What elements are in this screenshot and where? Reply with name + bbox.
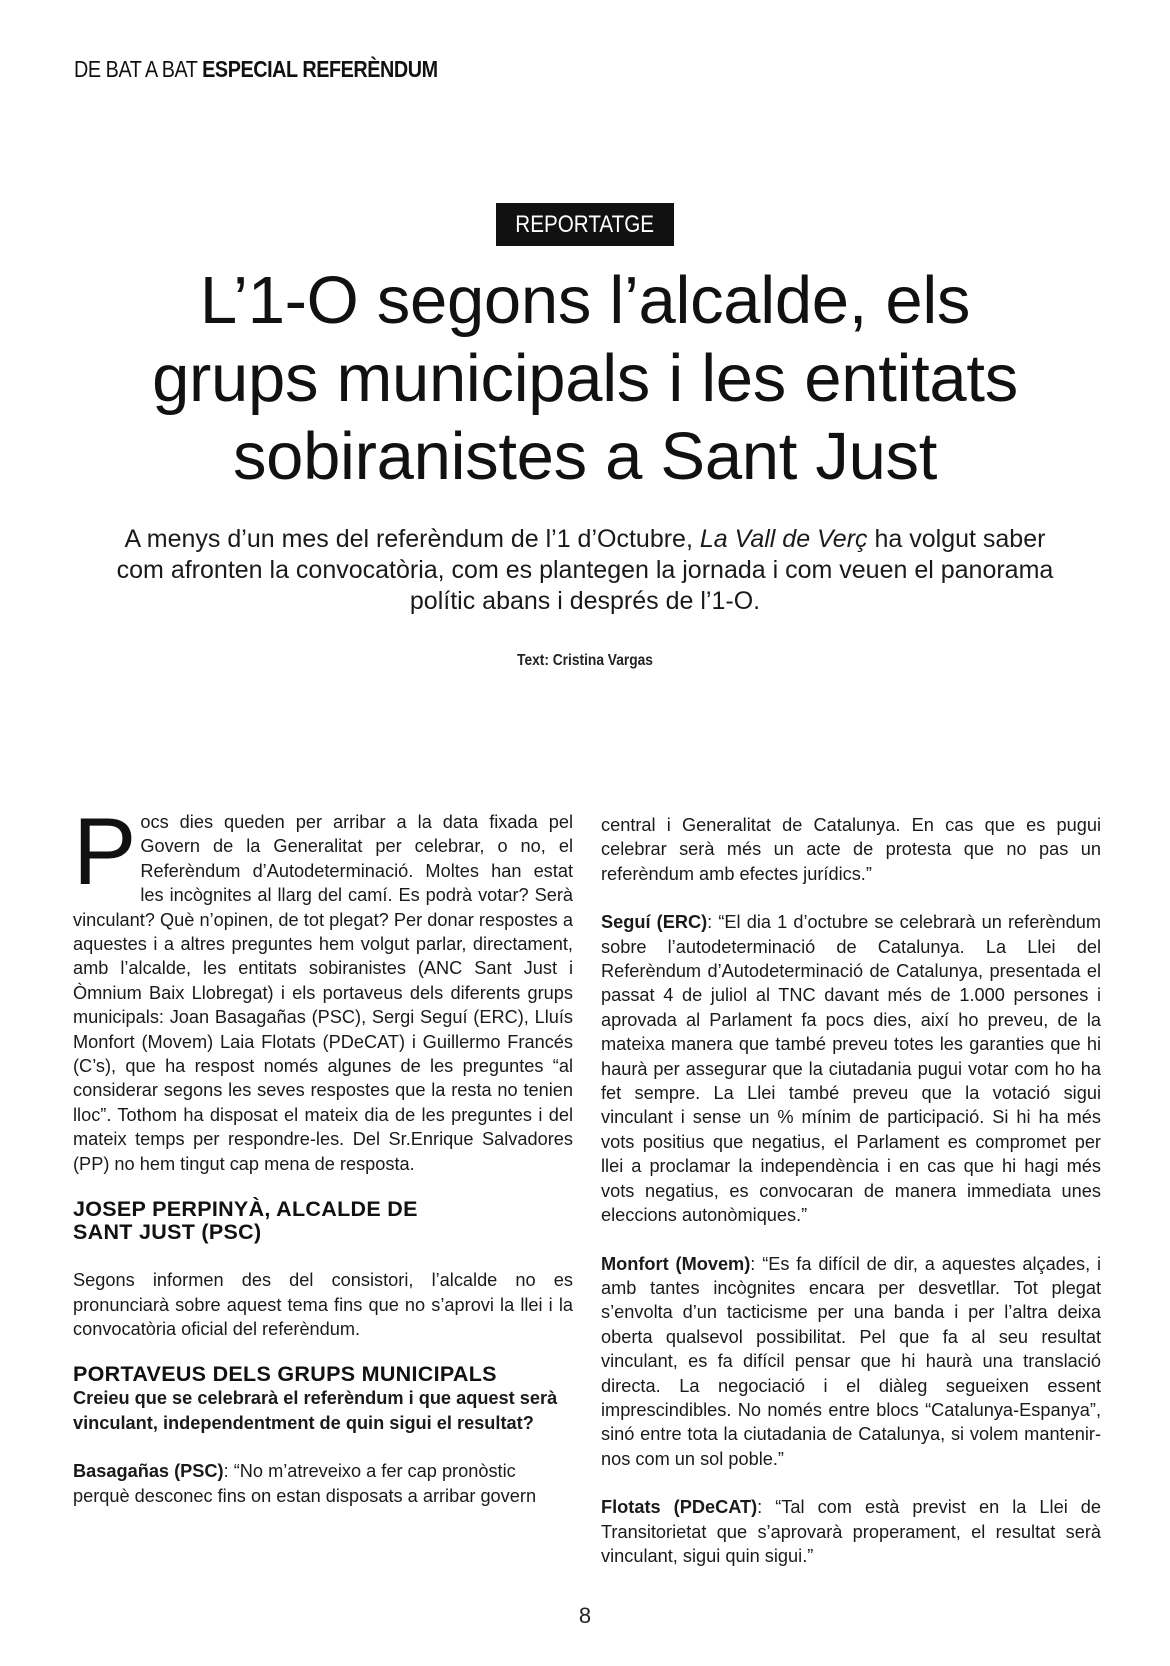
- speaker-name: Monfort (Movem): [601, 1253, 751, 1274]
- article-column-left: [73, 799, 573, 1508]
- mayor-heading-line-1: JOSEP PERPINYÀ, ALCALDE DE: [73, 1197, 418, 1222]
- answer-text: : “El dia 1 d’octubre se celebrarà un referèndum sobre l’autodeterminació de Catalunya. La Llei del Referèndum d’Autodeterminació de Catalunya, presentada el passat 4 de juliol al TNC davant més de 1.000 persones i aprovada al Parlament fa pocs dies, així ho preveu, de la mateixa manera que també preveu totes les garanties que hi haurà per assegurar que la ciutadania pugui votar com ho ha fet sempre. La Llei també preveu que la votació sigui vinculant i sense un % mínim de participació. Si hi ha més vots positius que negatius, el Parlament es compromet per llei a proclamar la independència i en cas que hi hagi més vots negatius, es convocaran de manera immediata unes eleccions autonòmiques.”: [601, 912, 1101, 1226]
- publication-name: La Vall de Verç: [699, 525, 868, 553]
- lead-line-2: com afronten la convocatòria, com es plantegen la jornada i com veuen el panorama: [116, 556, 1054, 584]
- article-lead: [60, 524, 1110, 617]
- answer-basaganas: [73, 1459, 573, 1508]
- answer-segui: [601, 910, 1101, 1227]
- lead-line-1-after: ha volgut saber: [867, 525, 1046, 553]
- running-header: [74, 56, 438, 83]
- groups-heading: [73, 1363, 573, 1386]
- answer-text: : “Tal com està previst en la Llei de Transitorietat que s’aprovarà properament, el resultat serà vinculant, sigui quin sigui.”: [601, 1497, 1101, 1566]
- answer-flotats: [601, 1495, 1101, 1568]
- lead-line-1: [60, 524, 1110, 555]
- answer-basaganas-continued: central i Generalitat de Catalunya. En cas que es pugui celebrar serà més un acte de protesta que no pas un referèndum amb efectes jurídics.”: [601, 815, 1101, 884]
- mayor-heading-line-2: SANT JUST (PSC): [73, 1220, 262, 1245]
- speaker-name: Seguí (ERC): [601, 912, 708, 933]
- answer-text: : “Es fa difícil de dir, a aquestes alçades, i amb tantes incògnites encara per desvetllar. Tot plegat s’envolta d’un tacticisme per una banda i per l’altra deixa oberta qualsevol possibilitat. Pel que fa al seu resultat vinculant, es fa difícil pensar que hi haurà una translació directa. La negociació i el diàleg segueixen essent imprescindibles. No només entre blocs “Catalunya-Espanya”, sinó entre tota la ciutadania de Catalunya, si volem mantenir-nos com un sol poble.”: [601, 1253, 1102, 1469]
- intro-paragraph: [73, 799, 573, 1176]
- page-number: 8: [578, 1603, 592, 1628]
- header-prefix: DE BAT A BAT: [74, 56, 198, 82]
- byline-text: Text: Cristina Vargas: [517, 652, 653, 669]
- answer-monfort: [601, 1252, 1101, 1472]
- title-line-2: grups municipals i les entitats: [152, 341, 1018, 416]
- question-paragraph: Creieu que se celebrarà el referèndum i que aquest serà vinculant, independentment de quin sigui el resultat?: [73, 1388, 558, 1433]
- mayor-paragraph: Segons informen des del consistori, l’alcalde no es pronunciarà sobre aquest tema fins que no s’aprovi la llei i la convocatòria oficial del referèndum.: [73, 1270, 573, 1339]
- header-section: ESPECIAL REFERÈNDUM: [202, 56, 438, 82]
- article-column-right: [601, 813, 1101, 1568]
- title-line-1: L’1-O segons l’alcalde, els: [199, 263, 971, 338]
- byline: [0, 652, 1170, 670]
- section-tag: [496, 203, 674, 246]
- section-tag-label: REPORTATGE: [515, 210, 655, 238]
- intro-text: ocs dies queden per arribar a la data fixada pel Govern de la Generalitat per celebrar, o no, el Referèndum d’Autodeterminació. Moltes han estat les incògnites al llarg del camí. Es podrà votar? Serà vinculant? Què n’opinen, de tot plegat? Per donar respostes a aquestes i a altres preguntes hem volgut parlar, directament, amb l’alcalde, les entitats sobiranistes (ANC Sant Just i Òmnium Baix Llobregat) i els portaveus dels diferents grups municipals: Joan Basagañas (PSC), Sergi Seguí (ERC), Lluís Monfort (Movem) Laia Flotats (PDeCAT) i Guillermo Francés (C’s), que ha respost només algunes de les preguntes “al considerar segons les seves respostes que la resta no tenien lloc”. Tothom ha disposat el mateix dia de les preguntes i del mateix temps per respondre-les. Del Sr.Enrique Salvadores (PP) no hem tingut cap mena de resposta.: [73, 812, 573, 1174]
- mayor-heading: [73, 1198, 573, 1244]
- lead-line-1-before: A menys d’un mes del referèndum de l’1 d’Octubre,: [124, 525, 700, 553]
- speaker-name: Basagañas (PSC): [73, 1461, 224, 1482]
- lead-line-3: polític abans i després de l’1-O.: [409, 587, 761, 615]
- speaker-name: Flotats (PDeCAT): [601, 1497, 758, 1518]
- drop-cap: P: [73, 799, 137, 905]
- answer-text: : “No m’atreveixo a fer cap pronòstic perquè desconec fins on estan disposats a arribar govern: [73, 1461, 537, 1506]
- title-line-3: sobiranistes a Sant Just: [232, 419, 938, 494]
- groups-heading-text: PORTAVEUS DELS GRUPS MUNICIPALS: [73, 1362, 497, 1387]
- article-title: [40, 262, 1130, 496]
